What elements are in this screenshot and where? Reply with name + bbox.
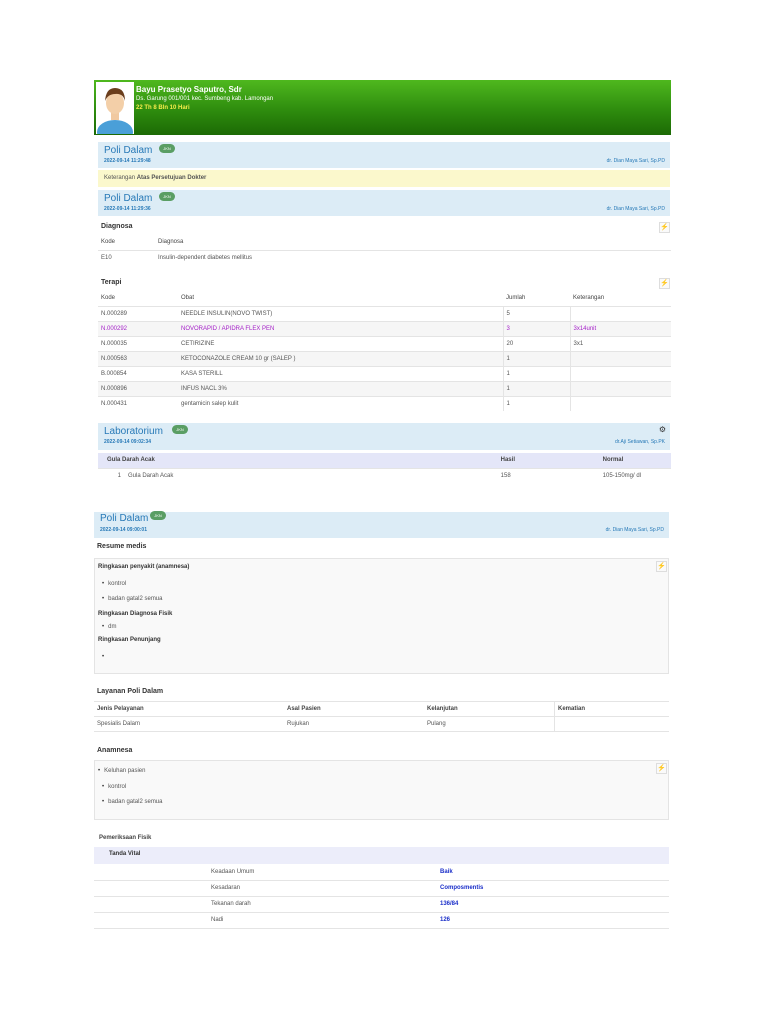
lightning-icon[interactable]: ⚡	[660, 280, 669, 287]
lab-timestamp: 2022-09-14 09:02:34	[104, 439, 151, 445]
cell-obat: NEEDLE INSULIN(NOVO TWIST)	[178, 306, 503, 321]
table-row	[98, 321, 671, 336]
cell-hasil: 158	[498, 468, 600, 483]
col-header: Jenis Pelayanan	[94, 702, 284, 717]
jkn-badge: JKN	[159, 144, 175, 153]
list-item: • kontrol	[102, 581, 126, 587]
patient-record-panel	[94, 80, 671, 482]
cell-jumlah: 1	[503, 366, 570, 381]
keluhan-label: • Keluhan pasien	[98, 768, 145, 774]
tanda-vital-header	[94, 847, 669, 864]
table-header-row	[94, 702, 669, 717]
cell-diagnosa: Insulin-dependent diabetes mellitus	[155, 250, 671, 265]
col-header: Gula Darah Acak	[98, 453, 498, 468]
cell-keterangan	[570, 396, 671, 411]
gear-icon[interactable]: ⚙	[658, 425, 666, 434]
section-title: Poli Dalam	[100, 513, 149, 524]
list-item: • badan gatal2 semua	[102, 799, 162, 805]
patient-address: Ds. Garung 001/001 kec. Sumbeng kab. Lamongan	[136, 96, 274, 102]
col-header: Jumlah	[506, 295, 526, 302]
cell-jumlah: 20	[503, 336, 570, 351]
visit-section-header	[98, 142, 670, 168]
col-header: Kode	[101, 239, 116, 246]
table-row	[94, 912, 669, 928]
table-row	[94, 880, 669, 896]
col-header: Diagnosa	[158, 239, 184, 246]
layanan-table	[94, 701, 669, 732]
table-header-row	[98, 235, 671, 250]
table-row	[94, 864, 669, 880]
cell-jumlah: 5	[503, 306, 570, 321]
cell-value: 126	[437, 912, 669, 928]
col-header: Asal Pasien	[284, 702, 424, 717]
diagnosa-table	[98, 235, 671, 265]
resume-panel	[94, 512, 669, 930]
col-header: Hasil	[498, 453, 600, 468]
lab-section-header	[98, 423, 670, 450]
cell-pemeriksaan: Gula Darah Acak	[125, 468, 498, 483]
cell-kode: E10	[98, 250, 155, 265]
tanda-vital-label: Tanda Vital	[109, 851, 141, 857]
cell-keterangan	[570, 351, 671, 366]
ringkasan-penyakit-label: Ringkasan penyakit (anamnesa)	[98, 564, 190, 570]
cell-value: Composmentis	[437, 880, 669, 896]
visit-timestamp: 2022-09-14 09:00:01	[100, 527, 147, 533]
layanan-heading: Layanan Poli Dalam	[97, 688, 164, 695]
cell-obat: gentamicin salep kulit	[178, 396, 503, 411]
col-header: Kode	[101, 295, 116, 302]
patient-header	[94, 80, 671, 135]
cell-kode: N.000563	[98, 351, 178, 366]
terapi-table	[98, 291, 671, 411]
cell-label: Nadi	[208, 912, 437, 928]
col-header: Kematian	[555, 702, 670, 717]
section-title: Laboratorium	[104, 426, 163, 437]
cell-keterangan: 3x1	[570, 336, 671, 351]
cell-obat: INFUS NACL 3%	[178, 381, 503, 396]
table-row	[98, 306, 671, 321]
table-row	[98, 366, 671, 381]
table-header-row	[98, 291, 671, 306]
lightning-icon[interactable]: ⚡	[660, 224, 669, 231]
avatar-icon	[96, 82, 134, 134]
cell-kode: N.000896	[98, 381, 178, 396]
visit-section-header	[98, 190, 670, 216]
note-label: Keterangan	[104, 175, 136, 181]
jkn-badge: JKN	[150, 511, 166, 520]
cell-keterangan	[570, 381, 671, 396]
cell-kode: N.000292	[98, 321, 178, 336]
cell-label: Kesadaran	[208, 880, 437, 896]
table-row	[94, 896, 669, 912]
doctor-name: dr. Dian Maya Sari, Sp.PD	[606, 158, 665, 164]
visit-timestamp: 2022-09-14 11:29:48	[104, 158, 151, 164]
cell-asal: Rujukan	[284, 717, 424, 732]
ringkasan-fisik-label: Ringkasan Diagnosa Fisik	[98, 611, 173, 617]
cell-jumlah: 1	[503, 381, 570, 396]
cell-obat: KASA STERILL	[178, 366, 503, 381]
lab-table	[98, 453, 671, 483]
cell-obat: CETIRIZINE	[178, 336, 503, 351]
cell-no: 1	[98, 468, 125, 483]
cell-value: Baik	[440, 868, 453, 875]
table-header-row	[98, 453, 671, 468]
table-row	[98, 396, 671, 411]
resume-heading: Resume medis	[97, 543, 147, 550]
table-row	[98, 381, 671, 396]
jkn-badge: JKN	[172, 425, 188, 434]
cell-kode: N.000035	[98, 336, 178, 351]
section-title: Poli Dalam	[104, 193, 153, 204]
cell-kematian	[555, 717, 670, 732]
cell-kelanjutan: Pulang	[424, 717, 555, 732]
patient-age: 22 Th 8 Bln 10 Hari	[136, 105, 190, 111]
tanda-vital-table	[94, 864, 669, 929]
cell-kode: N.000431	[98, 396, 178, 411]
terapi-heading: Terapi	[101, 279, 122, 286]
cell-label: Tekanan darah	[208, 896, 437, 912]
anamnesa-heading: Anamnesa	[97, 747, 133, 754]
cell-jenis: Spesialis Dalam	[94, 717, 284, 732]
list-item: • kontrol	[102, 784, 126, 790]
lightning-icon[interactable]: ⚡	[657, 563, 666, 570]
jkn-badge: JKN	[159, 192, 175, 201]
col-header: Normal	[600, 453, 671, 468]
table-row	[98, 336, 671, 351]
cell-normal: 105-150mg/ dl	[600, 468, 671, 483]
col-header: Keterangan	[573, 295, 605, 302]
doctor-note	[98, 170, 670, 187]
cell-obat: KETOCONAZOLE CREAM 10 gr (SALEP )	[178, 351, 503, 366]
cell-jumlah: 1	[503, 351, 570, 366]
list-item: • dm	[102, 624, 116, 630]
cell-label: Keadaan Umum	[211, 868, 255, 875]
cell-obat: NOVORAPID / APIDRA FLEX PEN	[178, 321, 503, 336]
section-title: Poli Dalam	[104, 145, 153, 156]
list-item	[102, 654, 108, 660]
table-row	[94, 717, 669, 732]
visit-section-header	[94, 512, 669, 538]
doctor-name: dr. Dian Maya Sari, Sp.PD	[605, 527, 664, 533]
cell-kode: B.000854	[98, 366, 178, 381]
diagnosa-heading: Diagnosa	[101, 223, 133, 230]
patient-name: Bayu Prasetyo Saputro, Sdr	[136, 85, 242, 94]
ringkasan-penunjang-label: Ringkasan Penunjang	[98, 637, 161, 643]
lightning-icon[interactable]: ⚡	[657, 765, 666, 772]
col-header: Obat	[181, 295, 195, 302]
col-header: Kelanjutan	[424, 702, 555, 717]
visit-timestamp: 2022-09-14 11:29:36	[104, 206, 151, 212]
list-item: • badan gatal2 semua	[102, 596, 162, 602]
anamnesa-box	[94, 760, 669, 820]
cell-keterangan	[570, 366, 671, 381]
table-row	[98, 351, 671, 366]
cell-keterangan	[570, 306, 671, 321]
doctor-name: dr. Dian Maya Sari, Sp.PD	[606, 206, 665, 212]
cell-jumlah: 1	[503, 396, 570, 411]
table-row	[98, 468, 671, 483]
pemeriksaan-heading: Pemeriksaan Fisik	[99, 835, 152, 841]
note-value: Atas Persetujuan Dokter	[136, 175, 207, 181]
doctor-name: dr.Aji Setiawan, Sp.PK	[614, 439, 665, 445]
cell-kode: N.000289	[98, 306, 178, 321]
resume-box	[94, 558, 669, 674]
cell-jumlah: 3	[503, 321, 570, 336]
cell-keterangan: 3x14unit	[570, 321, 671, 336]
table-row	[98, 250, 671, 265]
cell-value: 136/84	[437, 896, 669, 912]
